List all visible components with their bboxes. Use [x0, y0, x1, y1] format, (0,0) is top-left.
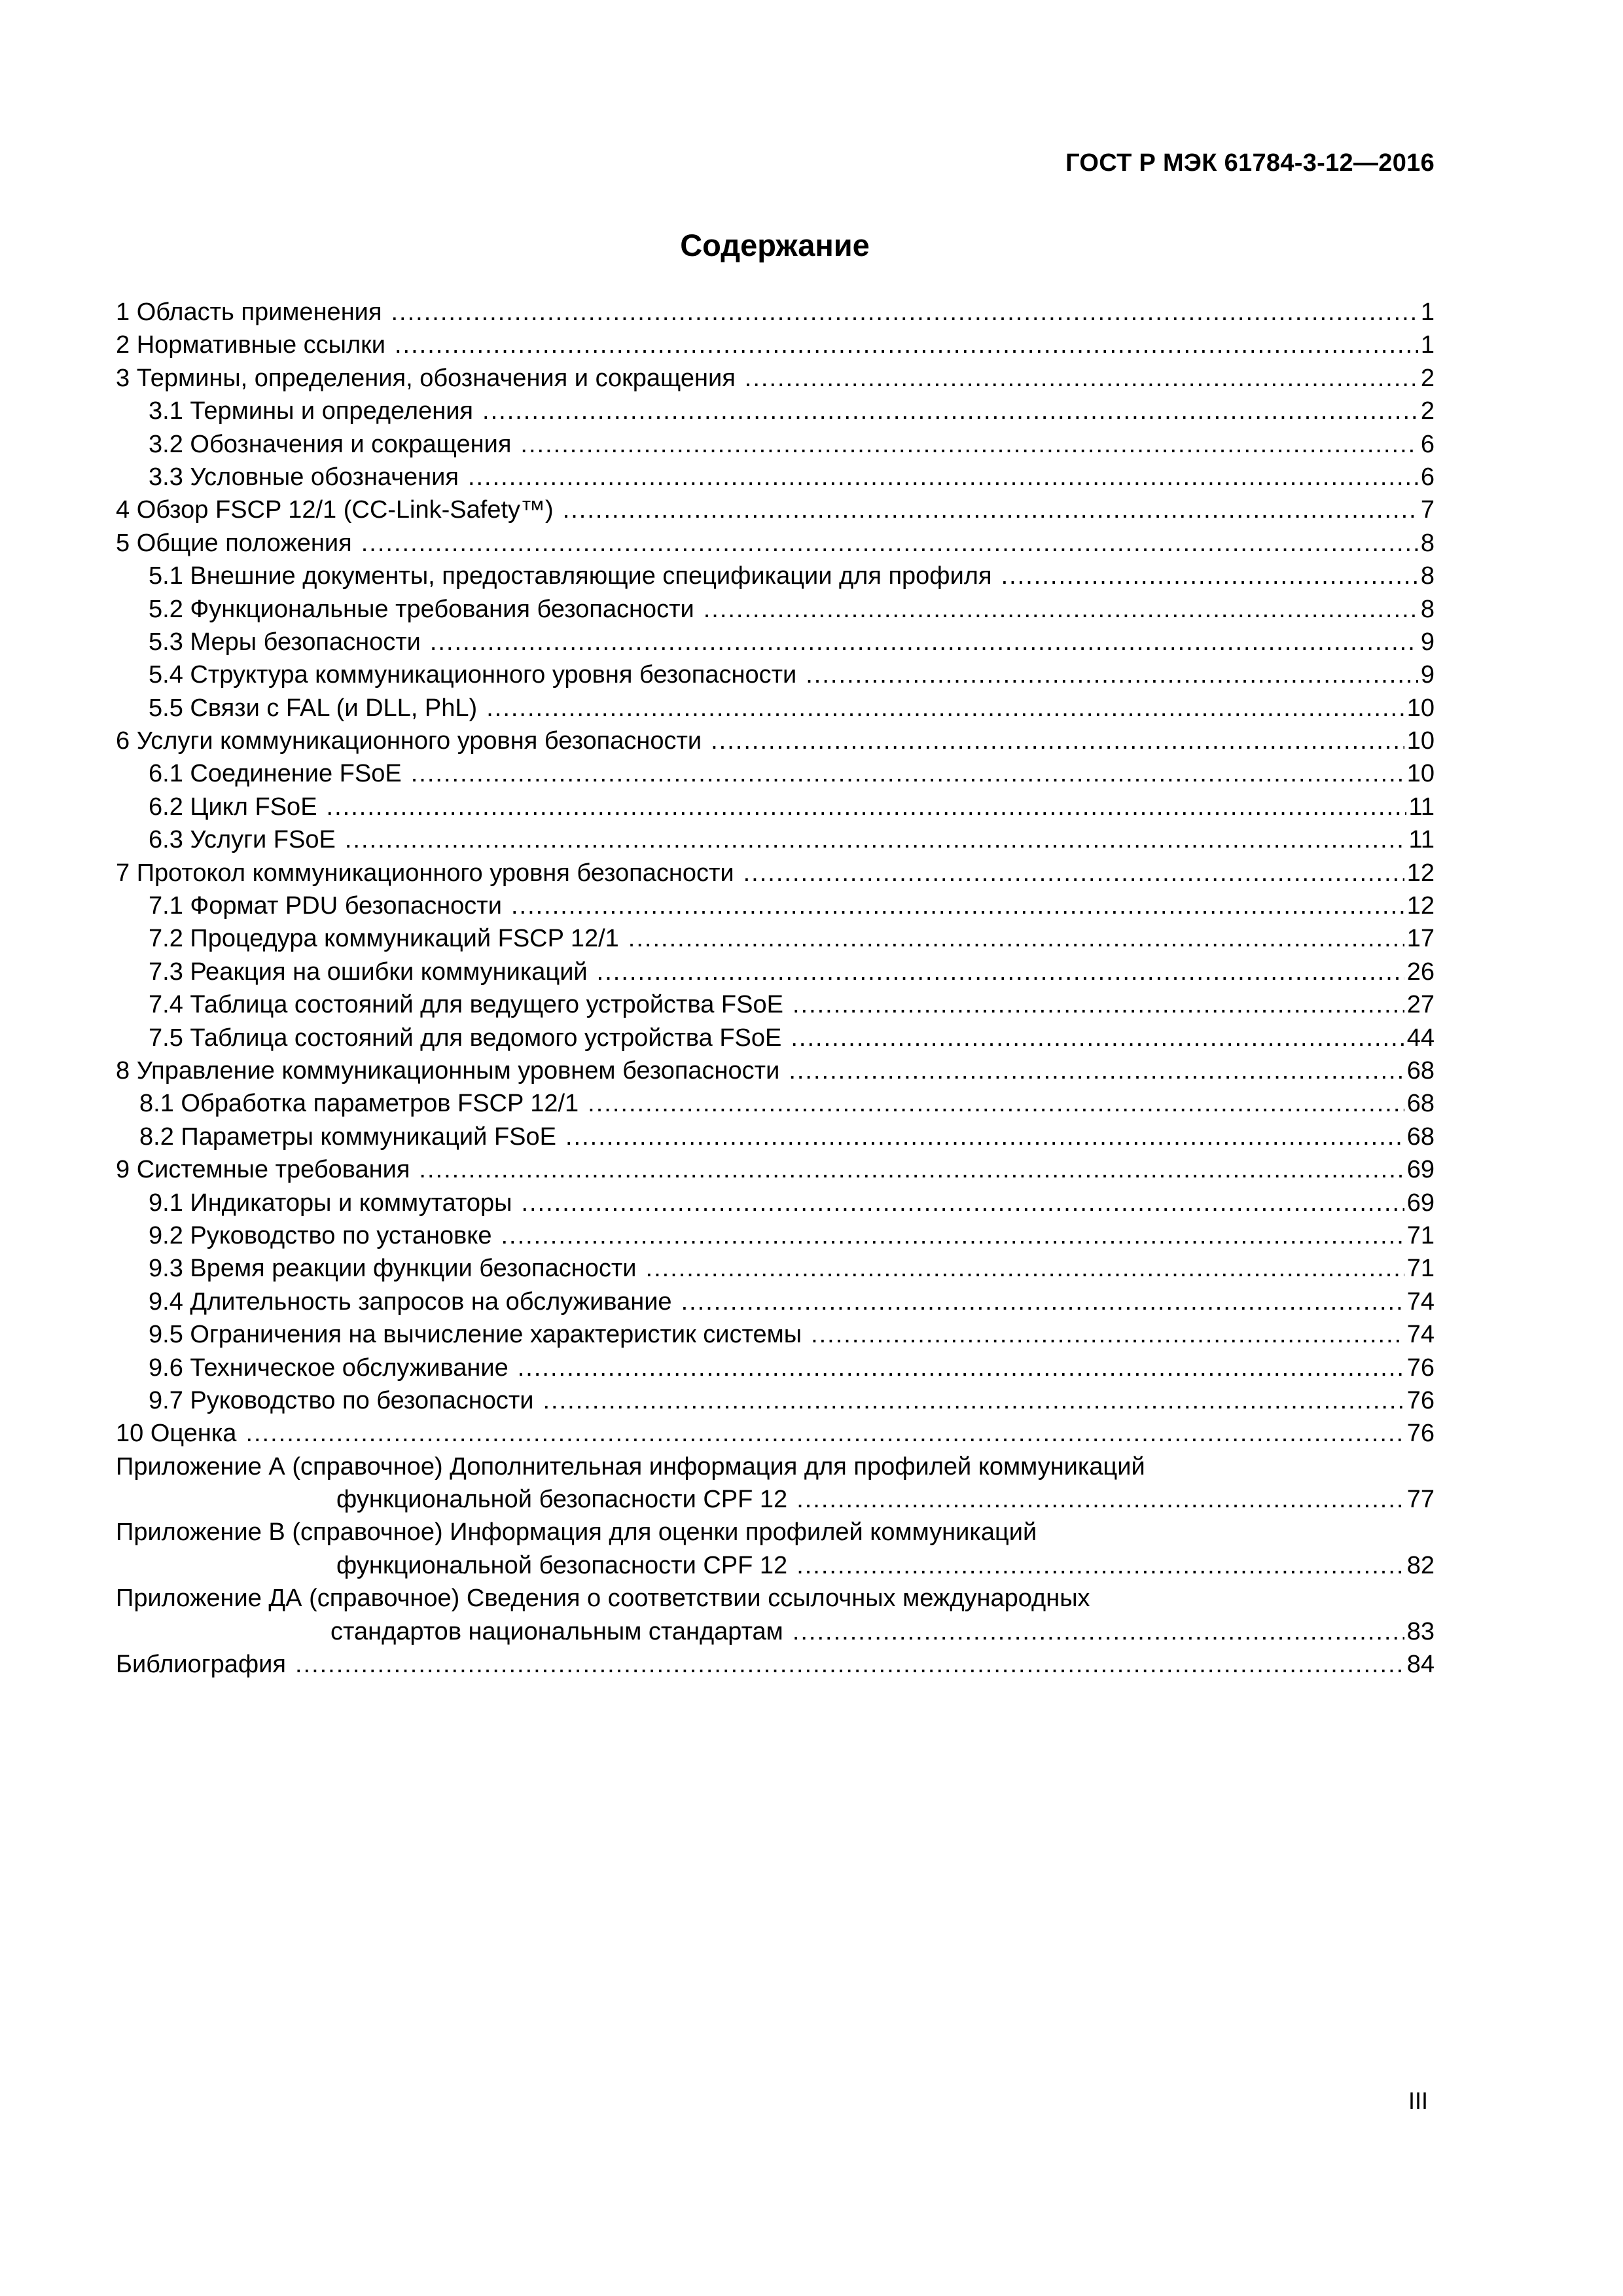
toc-entry[interactable] [116, 329, 1435, 361]
toc-entry-page: 12 [1406, 859, 1435, 887]
toc-entry-title: 8.1 Обработка параметров FSCP 12/1 [139, 1090, 579, 1118]
toc-entry-page: 76 [1406, 1354, 1435, 1382]
toc-entry-title: 6.2 Цикл FSoE [149, 793, 317, 821]
toc-entry-title: 7.1 Формат PDU безопасности [149, 892, 502, 920]
toc-entry-page: 2 [1420, 364, 1435, 392]
toc-entry[interactable] [116, 1285, 1435, 1318]
toc-entry[interactable] [116, 362, 1435, 395]
toc-entry[interactable] [116, 395, 1435, 427]
toc-entry-title: 7.2 Процедура коммуникаций FSCP 12/1 [149, 925, 619, 953]
toc-entry-title: 9.6 Техническое обслуживание [149, 1354, 508, 1382]
toc-entry[interactable] [116, 956, 1435, 988]
document-code: ГОСТ Р МЭК 61784-3-12—2016 [1065, 149, 1435, 177]
toc-entry-title: функциональной безопасности CPF 12 [336, 1551, 788, 1579]
toc-entry-page: 10 [1406, 760, 1435, 788]
dot-leader [391, 296, 1418, 329]
toc-entry[interactable] [116, 658, 1435, 691]
toc-entry-title: 9.4 Длительность запросов на обслуживание [149, 1287, 672, 1316]
toc-entry-page: 6 [1420, 430, 1435, 458]
toc-entry-title: 7 Протокол коммуникационного уровня безопасности [116, 859, 734, 887]
toc-entry-title: 5.3 Меры безопасности [149, 628, 421, 656]
toc-entry[interactable] [116, 1121, 1435, 1153]
toc-entry-title: 7.4 Таблица состояний для ведущего устройства FSoE [149, 991, 783, 1019]
toc-entry-page: 68 [1406, 1056, 1435, 1085]
toc-entry[interactable] [116, 1417, 1435, 1450]
toc-entry-title: 9.2 Руководство по установке [149, 1221, 492, 1249]
dot-leader [521, 1187, 1404, 1219]
toc-entry-title: Библиография [116, 1651, 286, 1679]
toc-entry-page: 8 [1420, 595, 1435, 623]
toc-entry-title: 5.2 Функциональные требования безопасности [149, 595, 694, 623]
toc-entry-page: 11 [1408, 793, 1435, 821]
toc-entry-page: 68 [1406, 1090, 1435, 1118]
toc-entry[interactable] [116, 296, 1435, 329]
toc-entry-title: 9.7 Руководство по безопасности [149, 1386, 534, 1414]
toc-entry-title: стандартов национальным стандартам [330, 1617, 783, 1645]
toc-entry-title: 6.1 Соединение FSoE [149, 760, 402, 788]
toc-entry-page: 10 [1406, 727, 1435, 755]
toc-entry[interactable] [116, 560, 1435, 592]
toc-entry[interactable] [116, 1352, 1435, 1384]
dot-leader [796, 1549, 1404, 1582]
toc-entry[interactable] [116, 626, 1435, 658]
toc-entry-title: функциональной безопасности CPF 12 [336, 1486, 788, 1514]
toc-entry-page: 9 [1420, 628, 1435, 656]
dot-leader [518, 1352, 1404, 1384]
toc-entry[interactable] [116, 725, 1435, 757]
toc-entry[interactable] [116, 988, 1435, 1021]
toc-entry-title: 3 Термины, определения, обозначения и сокращения [116, 364, 736, 392]
dot-leader [711, 725, 1404, 757]
toc-entry-title: 5.4 Структура коммуникационного уровня безопасности [149, 661, 797, 689]
toc-entry-page: 27 [1406, 991, 1435, 1019]
toc-entry-title: 7.5 Таблица состояний для ведомого устройства FSoE [149, 1024, 782, 1052]
toc-entry[interactable] [116, 692, 1435, 725]
dot-leader [543, 1384, 1404, 1417]
dot-leader [482, 395, 1418, 427]
page-number: III [1408, 2087, 1428, 2114]
toc-entry-title: 6 Услуги коммуникационного уровня безопасности [116, 727, 702, 755]
table-of-contents [116, 296, 1435, 1681]
toc-entry-page: 77 [1406, 1486, 1435, 1514]
toc-entry[interactable] [116, 1384, 1435, 1417]
toc-entry[interactable] [116, 1054, 1435, 1087]
dot-leader [681, 1285, 1404, 1318]
toc-entry-page: 71 [1406, 1255, 1435, 1283]
toc-entry-title: 10 Оценка [116, 1420, 237, 1448]
toc-entry-title: 9.5 Ограничения на вычисление характеристик системы [149, 1321, 802, 1349]
dot-leader [793, 1615, 1404, 1648]
dot-leader [430, 626, 1418, 658]
toc-entry-title: 5.1 Внешние документы, предоставляющие спецификации для профиля [149, 562, 992, 590]
toc-entry-title: 5.5 Связи с FAL (и DLL, PhL) [149, 694, 478, 722]
dot-leader [1001, 560, 1418, 592]
toc-entry-title: 1 Область применения [116, 298, 382, 326]
toc-entry[interactable] [116, 1219, 1435, 1252]
toc-entry[interactable] [116, 791, 1435, 823]
dot-leader [563, 493, 1418, 526]
dot-leader [646, 1252, 1404, 1285]
toc-entry[interactable] [116, 1450, 1435, 1483]
dot-leader [411, 757, 1404, 790]
toc-entry-title: 7.3 Реакция на ошибки коммуникаций [149, 958, 588, 986]
toc-entry[interactable] [116, 1648, 1435, 1681]
dot-leader [245, 1417, 1404, 1450]
toc-entry-page: 76 [1406, 1386, 1435, 1414]
dot-leader [468, 461, 1418, 493]
toc-entry-page: 11 [1408, 826, 1435, 854]
toc-entry[interactable] [116, 1087, 1435, 1120]
dot-leader [419, 1153, 1404, 1186]
toc-entry[interactable] [116, 428, 1435, 461]
toc-entry[interactable] [116, 527, 1435, 560]
toc-entry[interactable] [116, 757, 1435, 790]
toc-entry[interactable] [116, 922, 1435, 955]
toc-entry-page: 44 [1406, 1024, 1435, 1052]
toc-entry[interactable] [116, 1252, 1435, 1285]
toc-entry-page: 6 [1420, 463, 1435, 491]
toc-entry[interactable] [116, 857, 1435, 889]
toc-entry-title: 3.1 Термины и определения [149, 397, 474, 425]
toc-entry[interactable] [116, 823, 1435, 856]
toc-entry-title: Приложение ДА (справочное) Сведения о соответствии ссылочных международных [116, 1585, 1090, 1613]
dot-leader [486, 692, 1404, 725]
toc-entry[interactable] [116, 493, 1435, 526]
toc-entry-title: 6.3 Услуги FSoE [149, 826, 336, 854]
toc-entry-title: 3.3 Условные обозначения [149, 463, 459, 491]
toc-entry-title: 9 Системные требования [116, 1156, 410, 1184]
toc-entry[interactable] [116, 1549, 1435, 1582]
toc-entry-title: 5 Общие положения [116, 529, 352, 557]
toc-entry-title: 9.1 Индикаторы и коммутаторы [149, 1189, 512, 1217]
toc-entry-page: 76 [1406, 1420, 1435, 1448]
toc-entry[interactable] [116, 1318, 1435, 1351]
toc-entry-title: Приложение А (справочное) Дополнительная информация для профилей коммуникаций [116, 1452, 1145, 1480]
toc-entry-page: 1 [1420, 298, 1435, 326]
toc-entry[interactable] [116, 1187, 1435, 1219]
toc-entry[interactable] [116, 461, 1435, 493]
toc-entry-page: 8 [1420, 562, 1435, 590]
toc-entry[interactable] [116, 1483, 1435, 1516]
dot-leader [327, 791, 1406, 823]
dot-leader [811, 1318, 1404, 1351]
dot-leader [597, 956, 1404, 988]
toc-entry-page: 7 [1420, 496, 1435, 524]
toc-entry-title: 8 Управление коммуникационным уровнем безопасности [116, 1056, 780, 1085]
toc-entry-page: 74 [1406, 1287, 1435, 1316]
dot-leader [789, 1054, 1404, 1087]
dot-leader [745, 362, 1418, 395]
toc-entry-page: 2 [1420, 397, 1435, 425]
dot-leader [588, 1087, 1404, 1120]
toc-entry-page: 17 [1406, 925, 1435, 953]
dot-leader [743, 857, 1404, 889]
dot-leader [295, 1648, 1404, 1681]
toc-entry-title: Приложение В (справочное) Информация для оценки профилей коммуникаций [116, 1518, 1037, 1547]
dot-leader [806, 658, 1418, 691]
toc-entry-title: 4 Обзор FSCP 12/1 (CC-Link-Safety™) [116, 496, 554, 524]
toc-entry[interactable] [116, 1516, 1435, 1549]
toc-entry[interactable] [116, 593, 1435, 626]
toc-entry-page: 26 [1406, 958, 1435, 986]
dot-leader [520, 428, 1418, 461]
toc-entry[interactable] [116, 1582, 1435, 1615]
toc-entry-title: 2 Нормативные ссылки [116, 331, 385, 359]
dot-leader [501, 1219, 1404, 1252]
toc-entry-page: 69 [1406, 1156, 1435, 1184]
toc-entry[interactable] [116, 889, 1435, 922]
dot-leader [793, 988, 1404, 1021]
dot-leader [704, 593, 1418, 626]
toc-entry-title: 3.2 Обозначения и сокращения [149, 430, 512, 458]
toc-entry-page: 82 [1406, 1551, 1435, 1579]
dot-leader [565, 1121, 1404, 1153]
dot-leader [628, 922, 1404, 955]
toc-entry-page: 83 [1406, 1617, 1435, 1645]
dot-leader [345, 823, 1406, 856]
toc-entry-page: 1 [1420, 331, 1435, 359]
toc-entry-page: 9 [1420, 661, 1435, 689]
dot-leader [511, 889, 1404, 922]
toc-title: Содержание [680, 228, 870, 262]
dot-leader [395, 329, 1418, 361]
toc-entry-page: 71 [1406, 1221, 1435, 1249]
toc-entry-page: 8 [1420, 529, 1435, 557]
toc-entry-page: 84 [1406, 1651, 1435, 1679]
toc-entry-page: 12 [1406, 892, 1435, 920]
dot-leader [796, 1483, 1404, 1516]
toc-entry-page: 74 [1406, 1321, 1435, 1349]
dot-leader [791, 1022, 1404, 1054]
toc-entry-page: 68 [1406, 1122, 1435, 1151]
toc-entry-page: 69 [1406, 1189, 1435, 1217]
toc-entry-title: 9.3 Время реакции функции безопасности [149, 1255, 637, 1283]
dot-leader [361, 527, 1418, 560]
toc-entry[interactable] [116, 1615, 1435, 1648]
toc-entry[interactable] [116, 1022, 1435, 1054]
toc-entry-page: 10 [1406, 694, 1435, 722]
toc-entry[interactable] [116, 1153, 1435, 1186]
toc-entry-title: 8.2 Параметры коммуникаций FSoE [139, 1122, 556, 1151]
